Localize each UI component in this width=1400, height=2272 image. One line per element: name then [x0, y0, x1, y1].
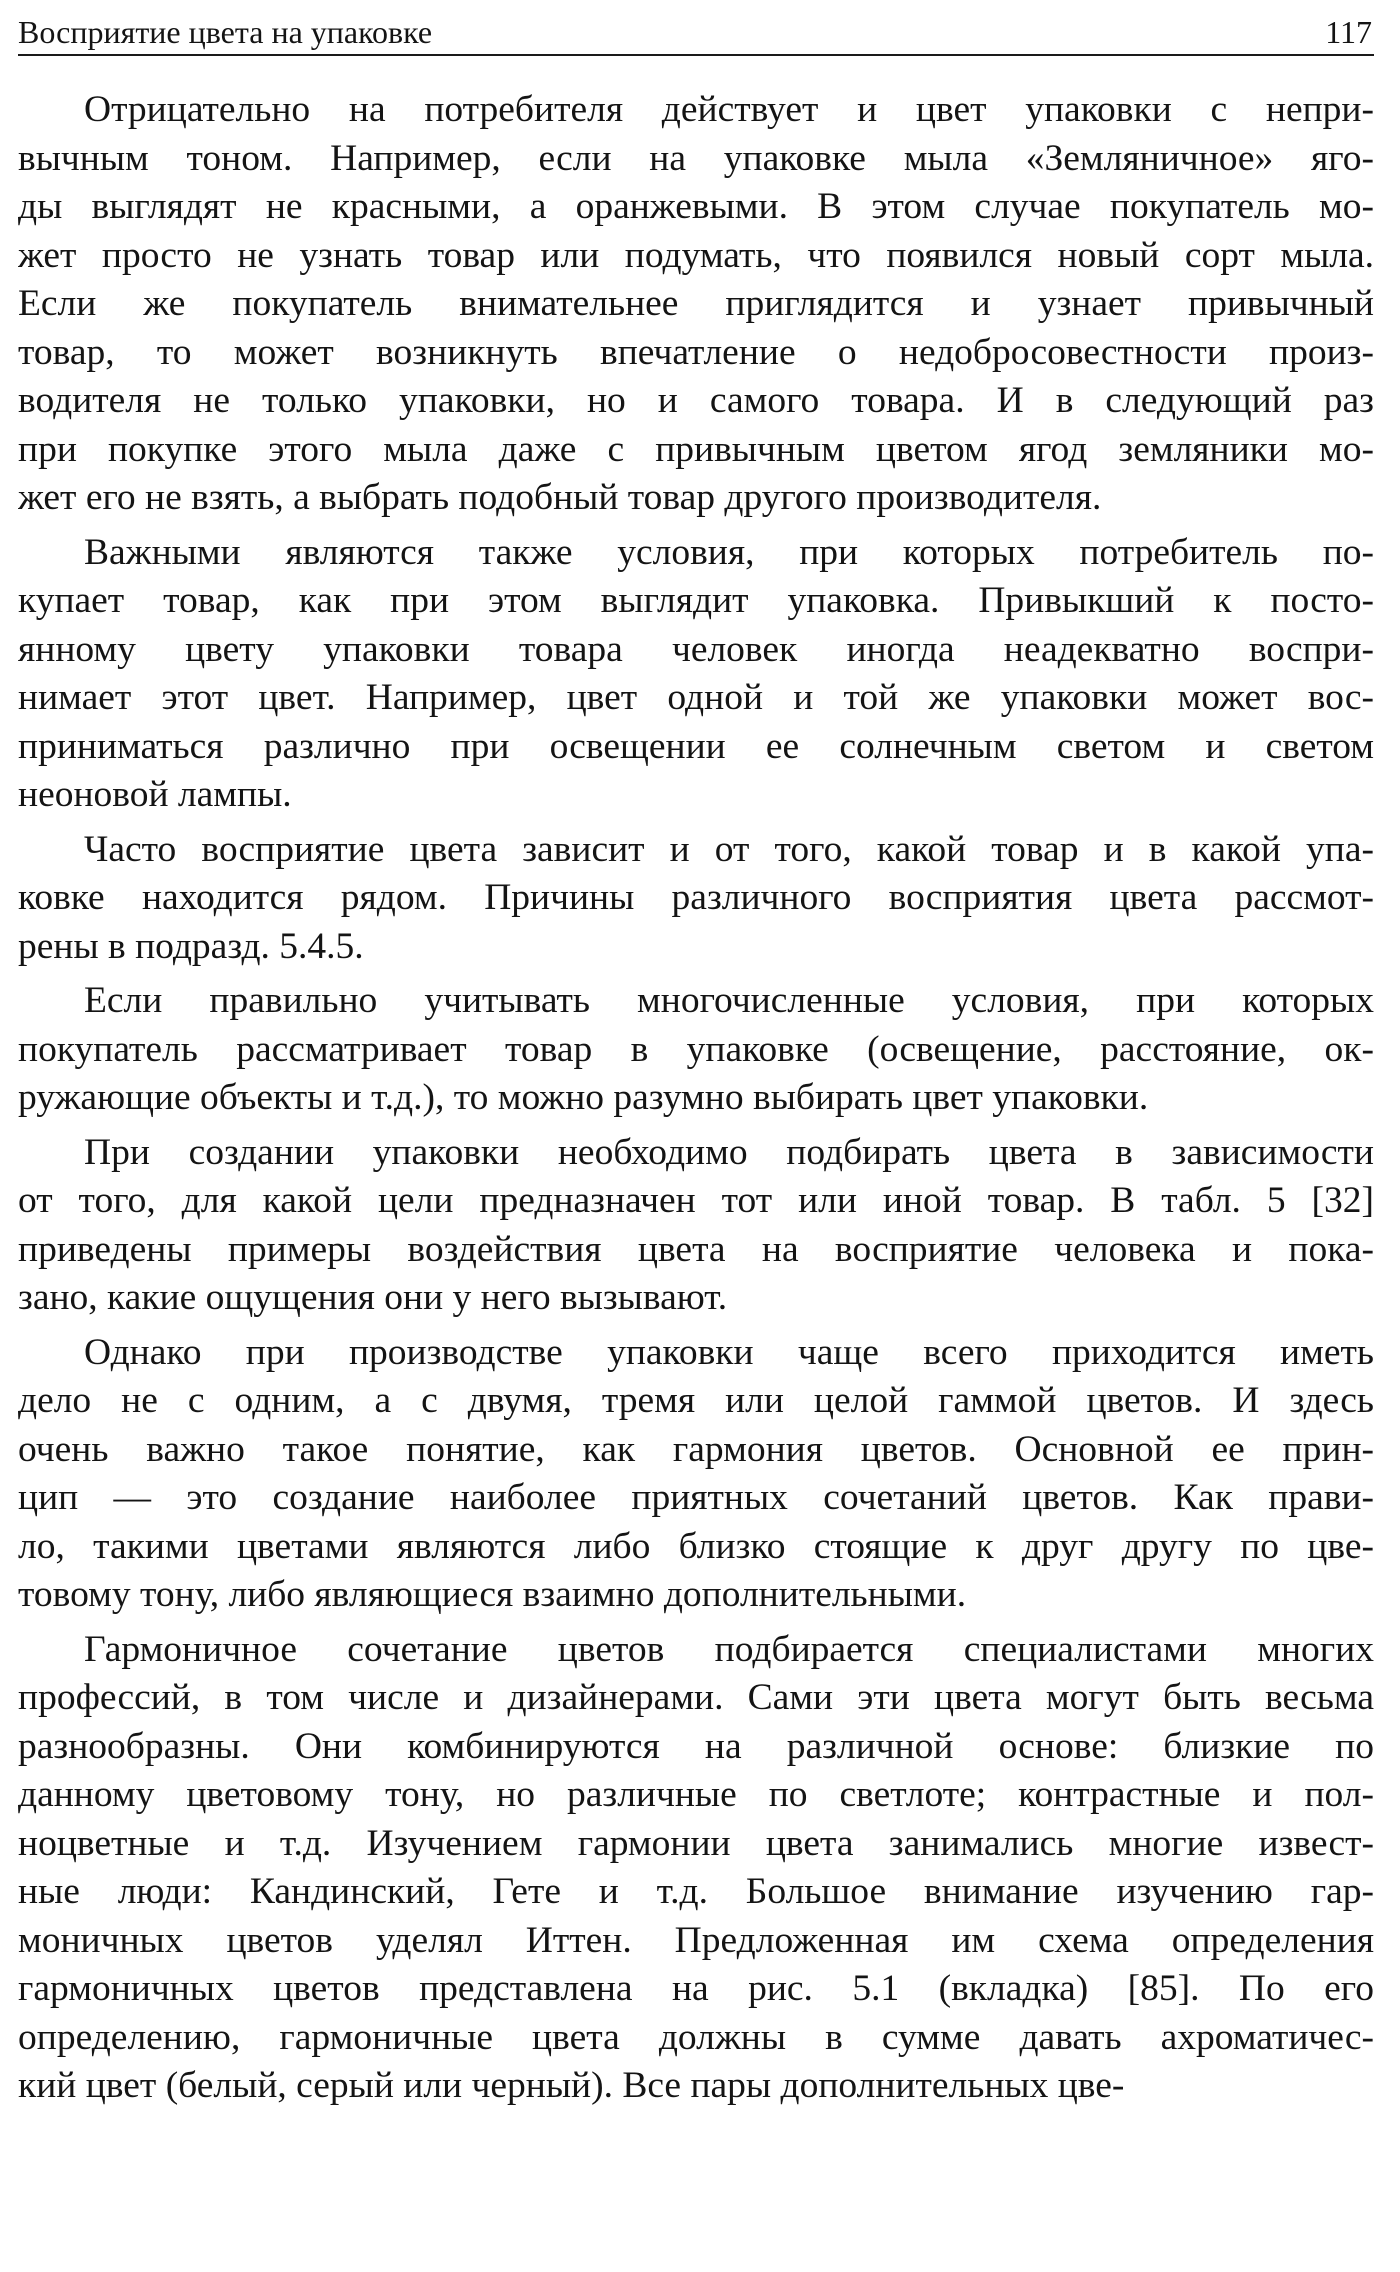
paragraph [18, 1329, 1374, 1620]
text-line: жет просто не узнать товар или подумать, что появился новый сорт мыла. [18, 234, 1374, 276]
text-line: Однако при производстве упаковки чаще всего приходится иметь [84, 1331, 1374, 1373]
paragraph [18, 826, 1374, 972]
text-line: ноцветные и т.д. Изучением гармонии цвета занимались многие извест- [18, 1822, 1374, 1864]
running-header [18, 0, 1374, 56]
paragraph [18, 1626, 1374, 2111]
section-title: Восприятие цвета на упаковке [18, 14, 433, 50]
text-line: при покупке этого мыла даже с привычным цветом ягод земляники мо- [18, 428, 1374, 470]
text-line: дело не с одним, а с двумя, тремя или целой гаммой цветов. И здесь [18, 1380, 1374, 1421]
text-line: профессий, в том числе и дизайнерами. Сами эти цвета могут быть весьма [18, 1677, 1374, 1718]
text-line: Часто восприятие цвета зависит и от того, какой товар и в какой упа- [84, 828, 1374, 870]
text-line: цип — это создание наиболее приятных сочетаний цветов. Как прави- [18, 1477, 1374, 1518]
text-line: разнообразны. Они комбинируются на различной основе: близкие по [18, 1725, 1374, 1767]
text-line: определению, гармоничные цвета должны в сумме давать ахроматичес- [18, 2016, 1374, 2058]
text-line: Важными являются также условия, при которых потребитель по- [84, 531, 1374, 573]
text-line: Если правильно учитывать многочисленные условия, при которых [84, 980, 1374, 1021]
text-line: Если же покупатель внимательнее приглядится и узнает привычный [18, 283, 1374, 324]
text-line: товому тону, либо являющиеся взаимно дополнительными. [18, 1574, 967, 1615]
text-line: рены в подразд. 5.4.5. [18, 925, 364, 967]
text-line: гармоничных цветов представлена на рис. 5.1 (вкладка) [85]. По его [18, 1968, 1374, 2009]
text-line: от того, для какой цели предназначен тот или иной товар. В табл. 5 [32] [18, 1180, 1374, 1221]
text-line: моничных цветов уделял Иттен. Предложенная им схема определения [18, 1919, 1374, 1961]
text-line: приведены примеры воздействия цвета на восприятие человека и пока- [18, 1228, 1374, 1270]
text-line: янному цвету упаковки товара человек иногда неадекватно воспри- [18, 628, 1374, 670]
text-line: При создании упаковки необходимо подбирать цвета в зависимости [84, 1131, 1374, 1173]
paragraph [18, 86, 1374, 523]
text-line: неоновой лампы. [18, 774, 292, 815]
text-line: водителя не только упаковки, но и самого товара. И в следующий раз [18, 380, 1374, 421]
text-line: ло, такими цветами являются либо близко стоящие к друг другу по цве- [18, 1525, 1374, 1567]
text-line: кий цвет (белый, серый или черный). Все пары дополнительных цве- [18, 2065, 1125, 2106]
paragraph [18, 977, 1374, 1123]
text-line: нимает этот цвет. Например, цвет одной и той же упаковки может вос- [18, 677, 1374, 718]
text-line: товар, то может возникнуть впечатление о недобросовестности произ- [18, 331, 1374, 373]
paragraph [18, 529, 1374, 820]
text-line: приниматься различно при освещении ее солнечным светом и светом [18, 725, 1374, 767]
text-line: жет его не взять, а выбрать подобный товар другого производителя. [18, 477, 1102, 518]
text-line: ные люди: Кандинский, Гете и т.д. Большое внимание изучению гар- [18, 1871, 1374, 1912]
text-line: зано, какие ощущения они у него вызывают. [18, 1277, 728, 1318]
text-line: Гармоничное сочетание цветов подбирается специалистами многих [84, 1628, 1374, 1670]
text-line: покупатель рассматривает товар в упаковке (освещение, расстояние, ок- [18, 1028, 1374, 1070]
text-line: вычным тоном. Например, если на упаковке мыла «Земляничное» яго- [18, 137, 1374, 179]
text-line: ды выглядят не красными, а оранжевыми. В этом случае покупатель мо- [18, 186, 1374, 227]
page-number: 117 [1325, 14, 1372, 50]
text-line: ковке находится рядом. Причины различного восприятия цвета рассмот- [18, 877, 1374, 918]
text-line: данному цветовому тону, но различные по светлоте; контрастные и пол- [18, 1774, 1374, 1815]
text-line: купает товар, как при этом выглядит упаковка. Привыкший к посто- [18, 580, 1374, 621]
paragraph [18, 1129, 1374, 1323]
text-line: ружающие объекты и т.д.), то можно разумно выбирать цвет упаковки. [18, 1077, 1149, 1118]
body-text [18, 86, 1374, 2111]
text-line: очень важно такое понятие, как гармония цветов. Основной ее прин- [18, 1428, 1374, 1470]
text-line: Отрицательно на потребителя действует и цвет упаковки с непри- [84, 89, 1374, 130]
